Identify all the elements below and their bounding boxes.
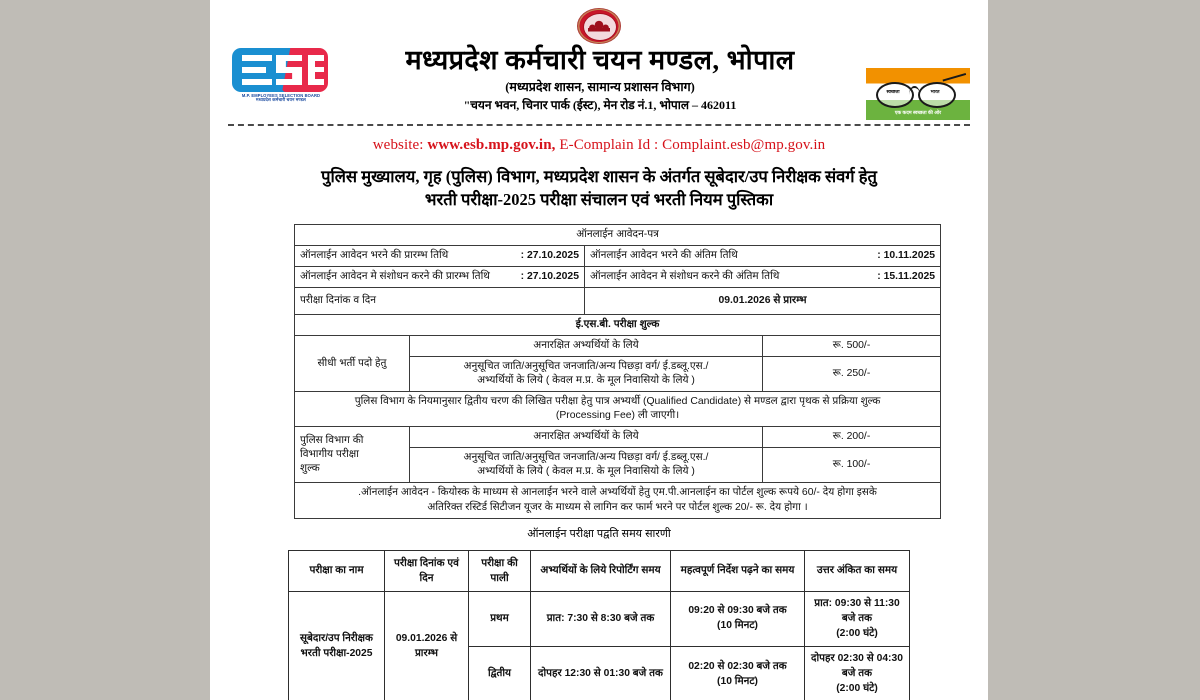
schedule-exam-name: सूबेदार/उप निरीक्षक भरती परीक्षा-2025 [289,591,385,700]
swachh-bharat-logo-icon [866,68,970,120]
instruction-time-second-duration: (10 मिनट) [717,675,758,687]
esb-logo-caption-en: M.P. EMPLOYEES SELECTION BOARD [241,93,321,98]
swachh-word-right: भारत [930,89,940,94]
department-reserved-line-2: अभ्यर्थियों के लिये ( केवल म.प्र. के मूल निवासियो के लिये ) [477,466,695,478]
table-row [295,266,941,287]
instruction-time-first [671,591,805,647]
column-header-exam-name: परीक्षा का नाम [289,550,385,591]
portal-fee-note [295,483,941,518]
page-title [228,165,970,212]
department-reserved-line-1: अनुसूचित जाति/अनुसूचित जनजाति/अन्य पिछड़ा वर्ग/ ई.डब्लू.एस./ [463,452,709,464]
correction-end-date-value: : 15.11.2025 [877,270,936,282]
esb-logo-mark-icon [228,48,334,92]
table-row [295,427,941,448]
processing-fee-note-line-2: (Processing Fee) ली जाएगी। [555,410,680,422]
reporting-time-second: दोपहर 12:30 से 01:30 बजे तक [531,647,671,700]
answer-time-second-range: दोपहर 02:30 से 04:30 बजे तक [811,653,903,680]
department-fee-label-line-2: विभागीय परीक्षा [300,448,359,460]
org-subtitle-address: "चयन भवन, चिनार पार्क (ईस्ट), मेन रोड नं.1, भोपाल – 462011 [463,98,737,113]
fee-table-title: ई.एस.बी. परीक्षा शुल्क [295,315,941,336]
table-row [295,483,941,518]
correction-end-date-cell [585,266,941,287]
esb-logo-caption-hi: मध्यप्रदेश कर्मचारी चयन मण्डल [256,97,306,103]
e-complain-id[interactable]: E-Complain Id : Complaint.esb@mp.gov.in [559,137,826,153]
correction-start-date-value: : 27.10.2025 [520,270,579,282]
org-subtitle-department: (मध्यप्रदेश शासन, सामान्य प्रशासन विभाग) [505,80,695,95]
instruction-time-second [671,647,805,700]
column-header-shift: परीक्षा की पाली [469,550,531,591]
reserved-category-label [410,357,763,392]
instruction-time-first-range: 09:20 से 09:30 बजे तक [688,605,787,617]
madhya-pradesh-state-emblem-icon [576,6,622,48]
direct-recruitment-label: सीधी भर्ती पदो हेतु [295,336,410,392]
application-and-fee-table [294,224,941,519]
page-inner [210,0,988,700]
answer-time-first [805,591,910,647]
unreserved-fee-value: रू. 500/- [763,336,941,357]
reserved-category-line-2: अभ्यर्थियों के लिये ( केवल म.प्र. के मूल निवासियो के लिये ) [477,375,695,387]
department-unreserved-fee: रू. 200/- [763,427,941,448]
answer-time-first-range: प्रात: 09:30 से 11:30 बजे तक [814,597,900,624]
exam-date-label: परीक्षा दिनांक व दिन [295,287,585,314]
table-row [295,392,941,427]
instruction-time-second-range: 02:20 से 02:30 बजे तक [688,660,787,672]
shift-name-first: प्रथम [469,591,531,647]
application-start-date-value: : 27.10.2025 [520,249,579,261]
reserved-category-line-1: अनुसूचित जाति/अनुसूचित जनजाति/अन्य पिछड़ा वर्ग/ ई.डब्लू.एस./ [463,361,709,373]
column-header-answer-time: उत्तर अंकित का समय [805,550,910,591]
table-row [295,224,941,245]
exam-date-value: 09.01.2026 से प्रारम्भ [585,287,941,314]
schedule-exam-date: 09.01.2026 से प्रारम्भ [385,591,469,700]
correction-end-date-label: ऑनलाईन आवेदन मे संशोधन करने की अंतिम तिथि [590,270,780,282]
table-row [295,287,941,314]
shift-name-second: द्वितीय [469,647,531,700]
application-end-date-label: ऑनलाईन आवेदन भरने की अंतिम तिथि [590,249,738,261]
application-end-date-cell [585,245,941,266]
page-title-line-2: भरती परीक्षा-2025 परीक्षा संचालन एवं भरती नियम पुस्तिका [424,190,774,210]
department-unreserved-label: अनारक्षित अभ्यर्थियों के लिये [410,427,763,448]
department-fee-label [295,427,410,483]
application-table-title: ऑनलाईन आवेदन-पत्र [295,224,941,245]
portal-fee-note-line-2: अतिरिक्त रस्टिर्ड सिटीजन यूजर के माध्यम से लागिन कर फार्म भरने पर पोर्टल शुल्क 20/- रू. देय होगा । [427,501,808,513]
column-header-instruction-time: महत्वपूर्ण निर्देश पढ़ने का समय [671,550,805,591]
reporting-time-first: प्रात: 7:30 से 8:30 बजे तक [531,591,671,647]
department-reserved-label [410,448,763,483]
instruction-time-first-duration: (10 मिनट) [717,620,758,632]
answer-time-second-duration: (2:00 घंटे) [836,683,878,695]
application-start-date-label: ऑनलाईन आवेदन भरने की प्रारम्भ तिथि [300,249,449,261]
contact-line [228,137,970,154]
correction-start-date-label: ऑनलाईन आवेदन मे संशोधन करने की प्रारम्भ तिथि [300,270,490,282]
swachh-tagline: एक कदम स्वच्छता की ओर [894,111,942,116]
column-header-reporting-time: अभ्यर्थियों के लिये रिपोर्टिंग समय [531,550,671,591]
page-title-line-1: पुलिस मुख्यालय, गृह (पुलिस) विभाग, मध्यप्रदेश शासन के अंतर्गत सूबेदार/उप निरीक्षक संवर्ग हेतु [321,167,877,186]
org-title: मध्यप्रदेश कर्मचारी चयन मण्डल, भोपाल [405,45,795,75]
org-title-block [334,46,866,113]
processing-fee-note [295,392,941,427]
answer-time-first-duration: (2:00 घंटे) [836,627,878,639]
website-url[interactable]: www.esb.mp.gov.in, [427,137,556,153]
department-fee-label-line-1: पुलिस विभाग की [300,434,364,446]
schedule-table-wrap [228,550,970,700]
state-emblem-row [228,6,970,48]
schedule-caption: ऑनलाईन परीक्षा पद्वति समय सारणी [527,527,671,540]
header-divider [228,124,970,126]
document-page [210,0,988,700]
swachh-word-left: स्वच्छता [886,89,900,94]
department-reserved-fee: रू. 100/- [763,448,941,483]
application-start-date-cell [295,245,585,266]
exam-schedule-table [288,550,910,700]
correction-start-date-cell [295,266,585,287]
reserved-fee-value: रू. 250/- [763,357,941,392]
table-row [295,336,941,357]
processing-fee-note-line-1: पुलिस विभाग के नियमानुसार द्वितीय चरण की लिखित परीक्षा हेतु पात्र अभ्यर्थी (Qualified Candidate) से मण्डल द्वारा पृथक से प्रक्रिया शुल्क [354,396,881,408]
portal-fee-note-line-1: .ऑनलाईन आवेदन - कियोस्क के माध्यम से आनलाईन भरने वाले अभ्यर्थियों हेतु एम.पी.आनलाईन का पोर्टल शुल्क रूपये 60/- देय होगा इसके [358,487,877,499]
answer-time-second [805,647,910,700]
esb-logo [228,48,334,108]
application-end-date-value: : 10.11.2025 [877,249,936,261]
column-header-exam-date: परीक्षा दिनांक एवं दिन [385,550,469,591]
info-tables [228,224,970,519]
website-label: website: [372,137,424,153]
table-header-row [289,550,910,591]
table-row [289,591,910,647]
table-row [295,245,941,266]
unreserved-category-label: अनारक्षित अभ्यर्थियों के लिये [410,336,763,357]
department-fee-label-line-3: शुल्क [300,462,320,474]
table-row [295,315,941,336]
masthead [228,42,970,120]
